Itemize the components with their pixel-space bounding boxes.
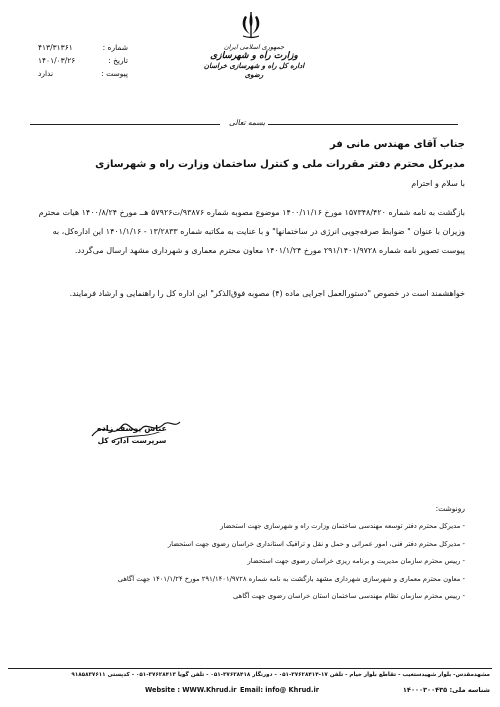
meta-attachment: [38, 69, 128, 82]
iran-emblem-icon: [236, 10, 266, 40]
cc-item: - مدیرکل محترم دفتر توسعه مهندسی ساختمان وزارت راه و شهرسازی جهت استحضار: [220, 522, 465, 530]
organization-header: [200, 43, 308, 80]
footer-rule: [8, 668, 492, 669]
meta-label: پیوست :: [101, 69, 128, 78]
footer-website: Website : WWW.Khrud.ir: [145, 686, 237, 694]
letter-meta: [38, 43, 128, 82]
cc-item: - رییس محترم سازمان نظام مهندسی ساختمان استان خراسان رضوی جهت آگاهی: [232, 592, 465, 600]
cc-item: - معاون محترم معماری و شهرسازی شهرداری مشهد بازگشت به نامه شماره ۲۹۱/۱۴۰۱/۹۷۲۸ مورخ ۱۴۰۱/۱/۲۴ جهت آگاهی: [117, 574, 465, 583]
cc-list: [35, 518, 465, 606]
meta-date: [38, 56, 128, 69]
body-paragraph-2: خواهشمند است در خصوص "دستورالعمل اجرایی ماده (۴) مصوبه فوق‌الذکر" این اداره کل را راهنمایی و ارشاد فرمایند.: [69, 289, 465, 298]
meta-value: ندارد: [38, 69, 54, 78]
cc-item: - رییس محترم سازمان مدیریت و برنامه ریزی خراسان رضوی جهت استحضار: [247, 557, 465, 565]
cc-item: - مدیرکل محترم دفتر فنی، امور عمرانی و حمل و نقل و ترافیک استانداری خراسان رضوی جهت استحضار: [167, 539, 465, 548]
addressee: جناب آقای مهندس مانی فر: [330, 139, 465, 150]
greeting: با سلام و احترام: [411, 179, 465, 188]
org-line-ministry: وزارت راه و شهرسازی: [210, 51, 298, 62]
org-line-country: جمهوری اسلامی ایران: [223, 43, 285, 51]
addressee-position: مدیرکل محترم دفتر مقررات ملی و کنترل ساختمان وزارت راه و شهرسازی: [95, 159, 465, 170]
footer-address: مشهدمقدس- بلوار شهیدستغیب - تقاطع بلوار خیام - تلفن ۱۷-۳۷۶۲۸۴۱۴-۰۵۱ - دورنگار ۳۷۶۲۸۴۱۸-۰۵۱ - تلفن گویا ۳۷۶۲۸۴۱۳-۰۵۱ - کدپستی ۹۱۸۵۸۳۷۶۱۱: [71, 672, 490, 678]
meta-value: ۱۴۰۱/۰۳/۲۶: [38, 56, 76, 65]
header-rule-right: [268, 124, 458, 125]
meta-label: تاریخ :: [108, 56, 128, 65]
basmala: بسمه تعالی: [229, 118, 266, 127]
meta-number: [38, 43, 128, 56]
footer-national-id: شناسه ملی: ۱۴۰۰۰۳۰۰۴۳۵: [402, 686, 490, 694]
signature-block: [92, 424, 172, 445]
signatory-title: سرپرست اداره کل: [97, 436, 167, 445]
meta-label: شماره :: [102, 43, 128, 52]
cc-heading: رونوشت:: [435, 504, 465, 513]
body-paragraph-1: بازگشت به نامه شماره ۱۵۷۳۴۸/۴۲۰ مورخ ۱۴۰۰/۱۱/۱۶ موضوع مصوبه شماره ۹۳۸۷۶/ت۵۷۹۲۶ هــ مورخ ۱۴۰۰/۸/۲۴ هیات محترم وزیران با عنوان " ضوابط صرفه‌جویی انرژی در ساختمانها" و با عنایت به مکاتبه شماره ۱۳/۲۸۳۳ - ۱۴۰۱/۱/۱۶ این اداره‌کل، به پیوست تصویر نامه شماره ۲۹۱/۱۴۰۱/۹۷۲۸ مورخ ۱۴۰۱/۱/۲۴ معاون محترم معماری و شهرداری مشهد ارسال می‌گردد.: [38, 208, 465, 255]
org-line-directorate: اداره کل راه و شهرسازی خراسان رضوی: [203, 61, 305, 80]
signatory-name: عباس یوسف زاده: [97, 424, 167, 433]
header-rule-left: [30, 124, 220, 125]
footer-email: Email: info@ Khrud.ir: [240, 686, 320, 694]
meta-value: ۴۱۳/۳۱۳۶۱: [38, 43, 73, 52]
